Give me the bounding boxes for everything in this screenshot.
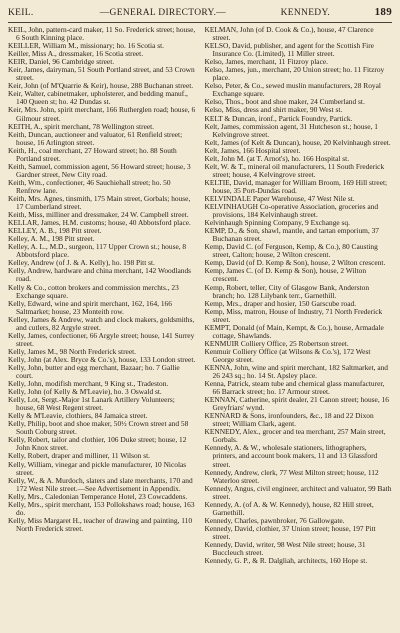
directory-entry: Kennedy, Angus, civil engineer, architect and valuator, 99 Bath street. (204, 483, 392, 501)
directory-entry: Kelley, A. L., M.D., surgeon, 117 Upper Crown st.; house, 8 Abbotsford place. (8, 242, 187, 260)
directory-entry: Keith, Miss, milliner and dressmaker, 24 W. Campbell street. (8, 210, 189, 220)
directory-entry: Keir, John (of M'Quarrie & Keir), house, 288 Buchanan street. (8, 81, 194, 91)
directory-entry: KELVINDALE Paper Warehouse, 47 West Nile st. (204, 193, 355, 203)
directory-entry: Kelly, William, vinegar and pickle manufacturer, 10 Nicolas street. (8, 459, 187, 477)
directory-entry: KELMAN, John (of D. Cook & Co.), house, 47 Clarence street. (204, 26, 374, 43)
directory-entry: KEIL, John, pattern-card maker, 11 So. Frederick street; house, 6 South Kinning place. (8, 26, 196, 43)
directory-entry: Kelt, John M. (at T. Arnot's), ho. 166 Hospital st. (204, 153, 350, 163)
directory-entry: Kelly, Edward, wine and spirit merchant, 162, 164, 166 Saltmarket; house, 23 Monteith row. (8, 298, 172, 316)
directory-entry: KELLEY, A. B., 198 Pitt street. (8, 226, 102, 236)
directory-entry: KENMUIR Colliery Office, 25 Robertson street. (204, 338, 349, 348)
directory-entry: Kennedy, David, clothier, 37 Union street; house, 197 Pitt street. (204, 523, 376, 541)
directory-entry: Keir, Mrs. John, spirit merchant, 166 Rutherglen road; house, 6 Gilmour street. (8, 105, 196, 123)
directory-entry: Kelso, Thos., boot and shoe maker, 24 Cumberland st. (204, 97, 365, 107)
directory-entry: Kemp, David C. (of Ferguson, Kemp, & Co.), 80 Causting street, Calton; house, 2 Wilton crescent. (204, 242, 378, 260)
directory-entry: KEMPT, Donald (of Main, Kempt, & Co.), house, Armadale cottage, Shawlands. (204, 322, 384, 340)
directory-entry: Kemp, Mrs., draper and hosier, 150 Garscube road. (204, 298, 357, 308)
directory-entry: Kennedy, A. (of A. & W. Kennedy), house, 82 Hill street, Garnethill. (204, 499, 374, 517)
directory-entry: Keir, James, dairyman, 51 South Portland street, and 53 Crown street. (8, 65, 195, 83)
directory-entry: Kelly & Co., cotton brokers and commission merchts., 23 Exchange square. (8, 282, 179, 300)
directory-entry: Kenna, Patrick, steam tube and chemical glass manufacturer, 66 Barrack street; ho. 17 Armour street. (204, 379, 385, 397)
directory-entry: Kelley, Andrew (of J. & A. Kelly), ho. 198 Pitt st. (8, 258, 155, 268)
directory-entry: KELLAR, James, H.M. customs; house, 40 Abbotsford place. (8, 218, 191, 228)
directory-entry: Kennedy, G. P., & R. Dalgliah, architects, 160 Hope st. (204, 556, 368, 566)
directory-entry: KENNA, John, wine and spirit merchant, 182 Saltmarket, and 26 243 sq.; ho. 14 St. Apsley place. (204, 362, 388, 381)
directory-entry: Kelvinhaugh Spinning Company, 9 Exchange sq. (204, 218, 350, 228)
directory-entry: Kelly, Robert, tailor and clothier, 106 Duke street; house, 12 John Knox street. (8, 435, 187, 453)
directory-entry: Kelly, James M., 98 North Frederick street. (8, 346, 137, 356)
directory-entry: Kennedy, Charles, pawnbroker, 76 Gallowgate. (204, 515, 345, 525)
directory-entry: Kelly, Miss Margaret H., teacher of drawing and painting, 110 North Frederick street. (8, 515, 193, 533)
directory-entry: Kelly, James, confectioner, 66 Argyle street; house, 141 Surrey street. (8, 330, 195, 348)
directory-entry: Kelley, James & Andrew, watch and clock makers, goldsmiths, and cutlers, 82 Argyle street. (8, 314, 195, 332)
directory-entry: Keith, Mrs. Agnes, tinsmith, 175 Main street, Gorbals; house, 17 Cumberland street. (8, 193, 191, 212)
directory-entry: Kennedy, David, writer, 98 West Nile street; house, 31 Buccleuch street. (204, 540, 366, 558)
directory-entry: Kelt, James, commission agent, 31 Hutcheson st.; house, 1 Kelvingrove street. (204, 121, 378, 139)
directory-entry: Kemp, David (of D. Kemp & Son), house, 2 Wilton crescent. (204, 258, 386, 268)
directory-entry: KENNARD & Sons, ironfounders, &c., 18 and 22 Dixon street; William Clark, agent. (204, 411, 374, 429)
directory-entry: Kemp, James C. (of D. Kemp & Son), house, 2 Wilton crescent. (204, 266, 367, 284)
directory-entry: Kelt, James, 166 Hospital street. (204, 145, 301, 155)
directory-entry: KENNEDY, Alex., grocer and tea merchant, 257 Main street, Gorbals. (204, 427, 386, 445)
directory-entry: Keiller, Miss A., dressmaker, 16 Scotia street. (8, 49, 144, 59)
directory-entry: Kelso, James, jun., merchant, 20 Union street; ho. 11 Fitzroy place. (204, 65, 385, 83)
directory-entry: Kelly, Mrs., spirit merchant, 153 Pollokshaws road; house, 163 do. (8, 499, 195, 517)
directory-entry: Kelso, Peter, & Co., sewed muslin manufacturers, 28 Royal Exchange square. (204, 81, 381, 99)
header-rule (8, 22, 392, 23)
directory-entry: Kelly, John (of Kelly & M'Leavie), ho. 3 Oswald st. (8, 387, 162, 397)
directory-entry: KENNAN, Catherine, spirit dealer, 21 Canon street; house, 16 Greyfriars' wynd. (204, 395, 389, 413)
directory-entry: Kelly, Lot, Sergt.-Major 1st Lanark Artillery Volunteers; house, 68 West Regent street. (8, 395, 175, 413)
directory-entry: Kelt, James (of Kelt & Duncan), house, 20 Kelvinhaugh street. (204, 137, 391, 147)
directory-entry: KELSO, David, publisher, and agent for the Scottish Fire Insurance Co. (Limited), 11 Miller street. (204, 41, 374, 59)
header-left-name: KEIL. (8, 8, 34, 18)
header-right-name: KENNEDY. (280, 8, 331, 18)
directory-entry: KELTIE, David, manager for William Broom, 169 Hill street; house, 35 Port-Dundas road. (204, 177, 388, 195)
directory-entry: Kelt, W. & T., mineral oil manufacturers, 11 South Frederick street; house, 4 Kelvingrove street. (204, 161, 385, 179)
directory-entry: Kennedy, Andrew, clerk, 77 West Milton street; house, 112 Waterloo street. (204, 467, 379, 485)
directory-entry: Kelly, Mrs., Caledonian Temperance Hotel, 23 Cowcaddens. (8, 491, 188, 501)
directory-entry: Keir, Walter, cabinetmaker, upholsterer, and bedding manuf., 140 Queen st; ho. 42 Dundas st. (8, 89, 188, 107)
directory-entry: KELT & Duncan, ironf., Partick Foundry, Partick. (204, 113, 353, 123)
directory-columns (8, 26, 392, 629)
directory-entry: Keith, Wm., confectioner, 46 Sauchiehall street; ho. 50 Renfrew lane. (8, 177, 171, 195)
directory-entry: KEILLER, William M., missionary; ho. 16 Scotia st. (8, 41, 164, 51)
right-column (205, 26, 393, 629)
directory-entry: KEITH, A., spirit merchant, 78 Wellington street. (8, 121, 155, 131)
directory-entry: Keith, Samuel, commission agent, 56 Howard street; house, 3 Gardner street, New City road. (8, 161, 191, 179)
left-column (8, 26, 196, 629)
directory-entry: Kennedy, A. & W., wholesale stationers, lithographers, printers, and account book makers, 11 and 13 Glassford street. (204, 443, 378, 469)
directory-entry: Kenmuir Colliery Office (at Wilsons & Co.'s), 172 West George street. (204, 346, 371, 364)
directory-entry: Kelly, W., & A. Murdoch, slaters and slate merchants, 170 and 172 West Nile street.—See Advertisement in Appendix. (8, 475, 193, 493)
directory-entry: Kelly, Philip, boot and shoe maker, 50½ Crown street and 58 South Coburg street. (8, 419, 189, 437)
directory-entry: Keith, Duncan, auctioneer and valuator, 61 Renfield street; house, 16 Arlington street. (8, 129, 183, 147)
directory-entry: Kelso, Miss, dress and shirt maker, 90 West st. (204, 105, 343, 115)
directory-entry: Kemp, Miss, matron, House of Industry, 71 North Frederick street. (204, 306, 383, 324)
directory-entry: Kelly, John, modifish merchant, 9 King st., Tradeston. (8, 379, 169, 389)
page-number: 189 (374, 6, 393, 18)
directory-entry: Kelly & M'Leavie, clothiers, 84 Jamaica street. (8, 411, 148, 421)
directory-entry: Kelso, James, merchant, 11 Fitzroy place. (204, 57, 328, 67)
directory-entry: Kelly, Robert, draper and milliner, 11 Wilson st. (8, 451, 150, 461)
directory-entry: KEMP, D., & Son, shawl, mantle, and tartan emporium, 37 Buchanan street. (204, 226, 379, 244)
running-header (8, 6, 392, 20)
directory-entry: KELVINHAUGH Co-operative Association, groceries and provisions, 184 Kelvinhaugh street. (204, 202, 379, 220)
directory-entry: Kelly, Andrew, hardware and china merchant, 142 Woodlands road. (8, 266, 192, 284)
directory-entry: KEIR, Daniel, 96 Cambridge street. (8, 57, 115, 67)
directory-entry: Keith, H., coal merchant, 27 Howard street; ho. 88 South Portland street. (8, 145, 177, 163)
header-title: —GENERAL DIRECTORY.— (99, 8, 226, 18)
directory-entry: Kemp, Robert, teller, City of Glasgow Bank, Anderston branch; ho. 128 Lilybank terr., Garnethill. (204, 282, 370, 300)
directory-entry: Kelley, A. M., 198 Pitt street. (8, 234, 95, 244)
directory-entry: Kelly, John, butter and egg merchant, Bazaar; ho. 7 Gallie court. (8, 362, 180, 381)
directory-entry: Kelly, John (at Alex. Bryce & Co.'s), house, 133 London street. (8, 354, 196, 364)
